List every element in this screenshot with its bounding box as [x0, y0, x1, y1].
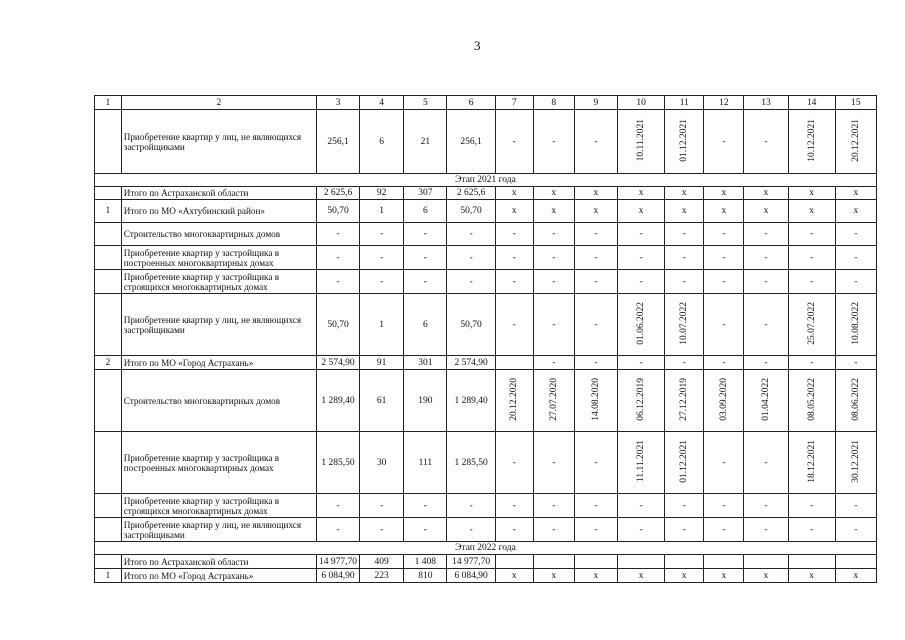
row-number-cell [95, 187, 122, 200]
data-table [94, 95, 877, 583]
value-cell: - [744, 356, 788, 370]
date-cell [617, 432, 664, 494]
value-cell [788, 555, 835, 569]
value-cell: x [665, 569, 704, 583]
row-number-cell [95, 432, 122, 494]
value-cell: x [704, 569, 744, 583]
value-cell: - [574, 110, 617, 174]
value-cell: - [360, 494, 404, 518]
value-cell: - [495, 246, 533, 270]
value-cell: - [316, 246, 359, 270]
value-cell: x [788, 187, 835, 200]
row-number-cell [95, 294, 122, 356]
value-cell: - [617, 356, 664, 370]
value-cell: - [704, 356, 744, 370]
value-cell: - [788, 356, 835, 370]
row-number-cell [95, 246, 122, 270]
row-name-cell: Приобретение квартир у застройщика в строящихся многоквартирных домах [121, 494, 316, 518]
date-cell [533, 370, 574, 432]
value-cell: - [665, 223, 704, 246]
value-cell: x [574, 187, 617, 200]
value-cell: x [495, 569, 533, 583]
table-row [95, 494, 877, 518]
table-row [95, 432, 877, 494]
value-cell [574, 555, 617, 569]
table-row [95, 200, 877, 223]
value-cell: 91 [360, 356, 404, 370]
value-cell: 1 408 [404, 555, 447, 569]
value-cell: x [744, 569, 788, 583]
date-text: 10.12.2021 [806, 118, 817, 162]
value-cell: x [665, 200, 704, 223]
value-cell: - [835, 494, 876, 518]
header-cell-13: 13 [744, 96, 788, 110]
value-cell: - [447, 246, 495, 270]
value-cell: - [788, 518, 835, 542]
date-cell [617, 370, 664, 432]
value-cell: - [574, 294, 617, 356]
date-cell [788, 432, 835, 494]
value-cell: - [744, 110, 788, 174]
value-cell: - [744, 223, 788, 246]
value-cell: 256,1 [316, 110, 359, 174]
value-cell: - [495, 432, 533, 494]
value-cell: - [316, 223, 359, 246]
value-cell: - [788, 223, 835, 246]
value-cell: - [704, 518, 744, 542]
value-cell: - [704, 110, 744, 174]
value-cell: 92 [360, 187, 404, 200]
value-cell: - [574, 246, 617, 270]
date-cell [835, 370, 876, 432]
date-text: 01.12.2021 [679, 118, 690, 162]
date-text: 01.12.2021 [679, 439, 690, 483]
value-cell: 111 [404, 432, 447, 494]
value-cell: - [744, 494, 788, 518]
value-cell: x [835, 187, 876, 200]
value-cell: - [704, 246, 744, 270]
value-cell: - [617, 246, 664, 270]
value-cell: - [316, 518, 359, 542]
value-cell: - [665, 246, 704, 270]
value-cell: 301 [404, 356, 447, 370]
value-cell: 6 084,90 [447, 569, 495, 583]
row-number-cell [95, 110, 122, 174]
date-text: 01.06.2022 [636, 301, 647, 345]
table-row [95, 555, 877, 569]
date-text: 03.09.2020 [718, 377, 729, 421]
value-cell: - [495, 494, 533, 518]
header-cell-9: 9 [574, 96, 617, 110]
row-number-cell: 2 [95, 356, 122, 370]
row-number-cell [95, 555, 122, 569]
value-cell: - [835, 223, 876, 246]
value-cell: x [704, 187, 744, 200]
value-cell: - [665, 356, 704, 370]
row-name-cell: Приобретение квартир у лиц, не являющихся застройщиками [121, 518, 316, 542]
value-cell: x [744, 200, 788, 223]
date-cell [665, 294, 704, 356]
row-name-cell: Приобретение квартир у застройщика в построенных многоквартирных домах [121, 432, 316, 494]
table-row [95, 187, 877, 200]
value-cell: - [495, 223, 533, 246]
header-cell-12: 12 [704, 96, 744, 110]
value-cell: 190 [404, 370, 447, 432]
value-cell: x [574, 569, 617, 583]
value-cell: x [533, 200, 574, 223]
row-name-cell: Строительство многоквартирных домов [121, 223, 316, 246]
date-text: 08.05.2022 [806, 377, 817, 421]
value-cell: - [744, 246, 788, 270]
value-cell: - [533, 110, 574, 174]
stage-label: Этап 2022 года [95, 542, 877, 555]
header-cell-1: 1 [95, 96, 122, 110]
row-name-cell: Итого по МО «Город Астрахань» [121, 569, 316, 583]
value-cell: - [360, 223, 404, 246]
value-cell: 6 084,90 [316, 569, 359, 583]
value-cell: 14 977,70 [316, 555, 359, 569]
value-cell: - [617, 223, 664, 246]
value-cell: - [404, 518, 447, 542]
value-cell: 1 [360, 294, 404, 356]
value-cell: - [617, 518, 664, 542]
value-cell: - [404, 223, 447, 246]
row-name-cell: Приобретение квартир у застройщика в построенных многоквартирных домах [121, 246, 316, 270]
value-cell: - [665, 518, 704, 542]
table-row [95, 370, 877, 432]
date-cell [617, 110, 664, 174]
value-cell: - [533, 270, 574, 294]
value-cell: x [665, 187, 704, 200]
header-cell-5: 5 [404, 96, 447, 110]
value-cell: - [835, 270, 876, 294]
value-cell: 6 [404, 294, 447, 356]
date-cell [788, 294, 835, 356]
value-cell: 409 [360, 555, 404, 569]
date-cell [495, 370, 533, 432]
value-cell: x [744, 187, 788, 200]
date-text: 10.07.2022 [679, 301, 690, 345]
date-text: 18.12.2021 [806, 439, 817, 483]
value-cell [617, 555, 664, 569]
value-cell: - [533, 518, 574, 542]
header-cell-7: 7 [495, 96, 533, 110]
date-cell [665, 432, 704, 494]
date-cell [835, 110, 876, 174]
value-cell: - [495, 270, 533, 294]
date-cell [744, 370, 788, 432]
value-cell: x [617, 200, 664, 223]
value-cell: x [574, 200, 617, 223]
value-cell: - [533, 356, 574, 370]
date-text: 10.11.2021 [636, 118, 647, 162]
row-number-cell [95, 518, 122, 542]
value-cell: - [835, 518, 876, 542]
value-cell: - [574, 356, 617, 370]
table-row [95, 356, 877, 370]
row-number-cell [95, 223, 122, 246]
value-cell: 30 [360, 432, 404, 494]
date-text: 20.12.2020 [509, 377, 520, 421]
value-cell: 50,70 [447, 200, 495, 223]
value-cell: 1 289,40 [316, 370, 359, 432]
value-cell: 223 [360, 569, 404, 583]
date-text: 01.04.2022 [760, 377, 771, 421]
value-cell: - [316, 494, 359, 518]
value-cell: x [788, 569, 835, 583]
value-cell: - [744, 294, 788, 356]
value-cell: - [316, 270, 359, 294]
stage-row [95, 542, 877, 555]
date-text: 08.06.2022 [850, 377, 861, 421]
value-cell: - [788, 270, 835, 294]
row-name-cell: Приобретение квартир у лиц, не являющихся застройщиками [121, 110, 316, 174]
date-text: 11.11.2021 [636, 439, 647, 483]
header-cell-8: 8 [533, 96, 574, 110]
date-cell [617, 294, 664, 356]
value-cell: - [704, 494, 744, 518]
table-row [95, 518, 877, 542]
header-cell-15: 15 [835, 96, 876, 110]
date-cell [574, 370, 617, 432]
value-cell: - [574, 432, 617, 494]
value-cell: - [404, 246, 447, 270]
value-cell: x [617, 187, 664, 200]
value-cell: 810 [404, 569, 447, 583]
date-text: 10.08.2022 [850, 301, 861, 345]
value-cell: x [835, 200, 876, 223]
value-cell: 61 [360, 370, 404, 432]
value-cell: - [360, 246, 404, 270]
date-text: 06.12.2019 [636, 377, 647, 421]
date-cell [835, 294, 876, 356]
date-text: 14.08.2020 [590, 377, 601, 421]
value-cell: - [533, 494, 574, 518]
value-cell: - [835, 356, 876, 370]
row-name-cell: Приобретение квартир у застройщика в строящихся многоквартирных домах [121, 270, 316, 294]
value-cell: 2 625,6 [316, 187, 359, 200]
value-cell: - [788, 246, 835, 270]
table-row [95, 569, 877, 583]
value-cell: 50,70 [316, 294, 359, 356]
date-cell [788, 370, 835, 432]
value-cell: 6 [404, 200, 447, 223]
value-cell: - [495, 518, 533, 542]
value-cell: x [617, 569, 664, 583]
value-cell [665, 555, 704, 569]
value-cell: 2 625,6 [447, 187, 495, 200]
table-header [95, 96, 877, 110]
value-cell: 307 [404, 187, 447, 200]
table-body [95, 110, 877, 583]
value-cell: - [788, 494, 835, 518]
header-row [95, 96, 877, 110]
value-cell: x [533, 187, 574, 200]
value-cell: - [574, 270, 617, 294]
row-number-cell [95, 270, 122, 294]
table-row [95, 270, 877, 294]
table-row [95, 246, 877, 270]
value-cell: 1 [360, 200, 404, 223]
date-text: 20.12.2021 [850, 118, 861, 162]
value-cell: 256,1 [447, 110, 495, 174]
value-cell: - [533, 432, 574, 494]
value-cell: - [447, 518, 495, 542]
value-cell: - [533, 246, 574, 270]
value-cell: - [404, 494, 447, 518]
date-cell [788, 110, 835, 174]
value-cell: - [447, 223, 495, 246]
value-cell [835, 555, 876, 569]
value-cell: - [704, 294, 744, 356]
value-cell: - [835, 246, 876, 270]
value-cell: - [447, 270, 495, 294]
row-name-cell: Итого по МО «Город Астрахань» [121, 356, 316, 370]
value-cell: 6 [360, 110, 404, 174]
value-cell: x [533, 569, 574, 583]
value-cell: 2 574,90 [447, 356, 495, 370]
value-cell: - [495, 294, 533, 356]
value-cell: - [704, 223, 744, 246]
value-cell: - [574, 494, 617, 518]
date-cell [665, 110, 704, 174]
value-cell: x [495, 200, 533, 223]
table-row [95, 110, 877, 174]
value-cell: - [574, 518, 617, 542]
row-number-cell: 1 [95, 569, 122, 583]
value-cell: - [574, 223, 617, 246]
row-name-cell: Итого по Астраханской области [121, 187, 316, 200]
value-cell: 1 285,50 [447, 432, 495, 494]
header-cell-3: 3 [316, 96, 359, 110]
row-number-cell [95, 370, 122, 432]
value-cell: - [665, 270, 704, 294]
row-name-cell: Приобретение квартир у лиц, не являющихся застройщиками [121, 294, 316, 356]
date-text: 27.07.2020 [548, 377, 559, 421]
value-cell: x [495, 187, 533, 200]
stage-label: Этап 2021 года [95, 174, 877, 187]
value-cell [495, 555, 533, 569]
value-cell: x [788, 200, 835, 223]
table-row [95, 294, 877, 356]
page-number: 3 [474, 38, 481, 53]
header-cell-10: 10 [617, 96, 664, 110]
value-cell: 1 289,40 [447, 370, 495, 432]
value-cell: - [447, 494, 495, 518]
value-cell: x [704, 200, 744, 223]
date-text: 27.12.2019 [679, 377, 690, 421]
value-cell: - [704, 270, 744, 294]
value-cell: 50,70 [447, 294, 495, 356]
stage-row [95, 174, 877, 187]
value-cell: 14 977,70 [447, 555, 495, 569]
value-cell: - [744, 270, 788, 294]
row-number-cell: 1 [95, 200, 122, 223]
value-cell: - [360, 270, 404, 294]
value-cell: 1 285,50 [316, 432, 359, 494]
header-cell-14: 14 [788, 96, 835, 110]
date-cell [665, 370, 704, 432]
value-cell: - [744, 432, 788, 494]
date-cell [835, 432, 876, 494]
row-name-cell: Итого по Астраханской области [121, 555, 316, 569]
value-cell: - [495, 110, 533, 174]
row-name-cell: Строительство многоквартирных домов [121, 370, 316, 432]
value-cell [495, 356, 533, 370]
value-cell: - [617, 494, 664, 518]
date-text: 25.07.2022 [806, 301, 817, 345]
row-number-cell [95, 494, 122, 518]
value-cell [533, 555, 574, 569]
value-cell: 21 [404, 110, 447, 174]
value-cell [744, 555, 788, 569]
value-cell: x [835, 569, 876, 583]
value-cell: - [360, 518, 404, 542]
value-cell: 50,70 [316, 200, 359, 223]
row-name-cell: Итого по МО «Ахтубинский район» [121, 200, 316, 223]
value-cell: - [533, 223, 574, 246]
date-cell [704, 370, 744, 432]
header-cell-6: 6 [447, 96, 495, 110]
header-cell-11: 11 [665, 96, 704, 110]
date-text: 30.12.2021 [850, 439, 861, 483]
value-cell: - [533, 294, 574, 356]
table-row [95, 223, 877, 246]
value-cell: - [617, 270, 664, 294]
header-cell-4: 4 [360, 96, 404, 110]
value-cell: - [665, 494, 704, 518]
value-cell: 2 574,90 [316, 356, 359, 370]
value-cell: - [704, 432, 744, 494]
value-cell: - [744, 518, 788, 542]
value-cell [704, 555, 744, 569]
value-cell: - [404, 270, 447, 294]
header-cell-2: 2 [121, 96, 316, 110]
